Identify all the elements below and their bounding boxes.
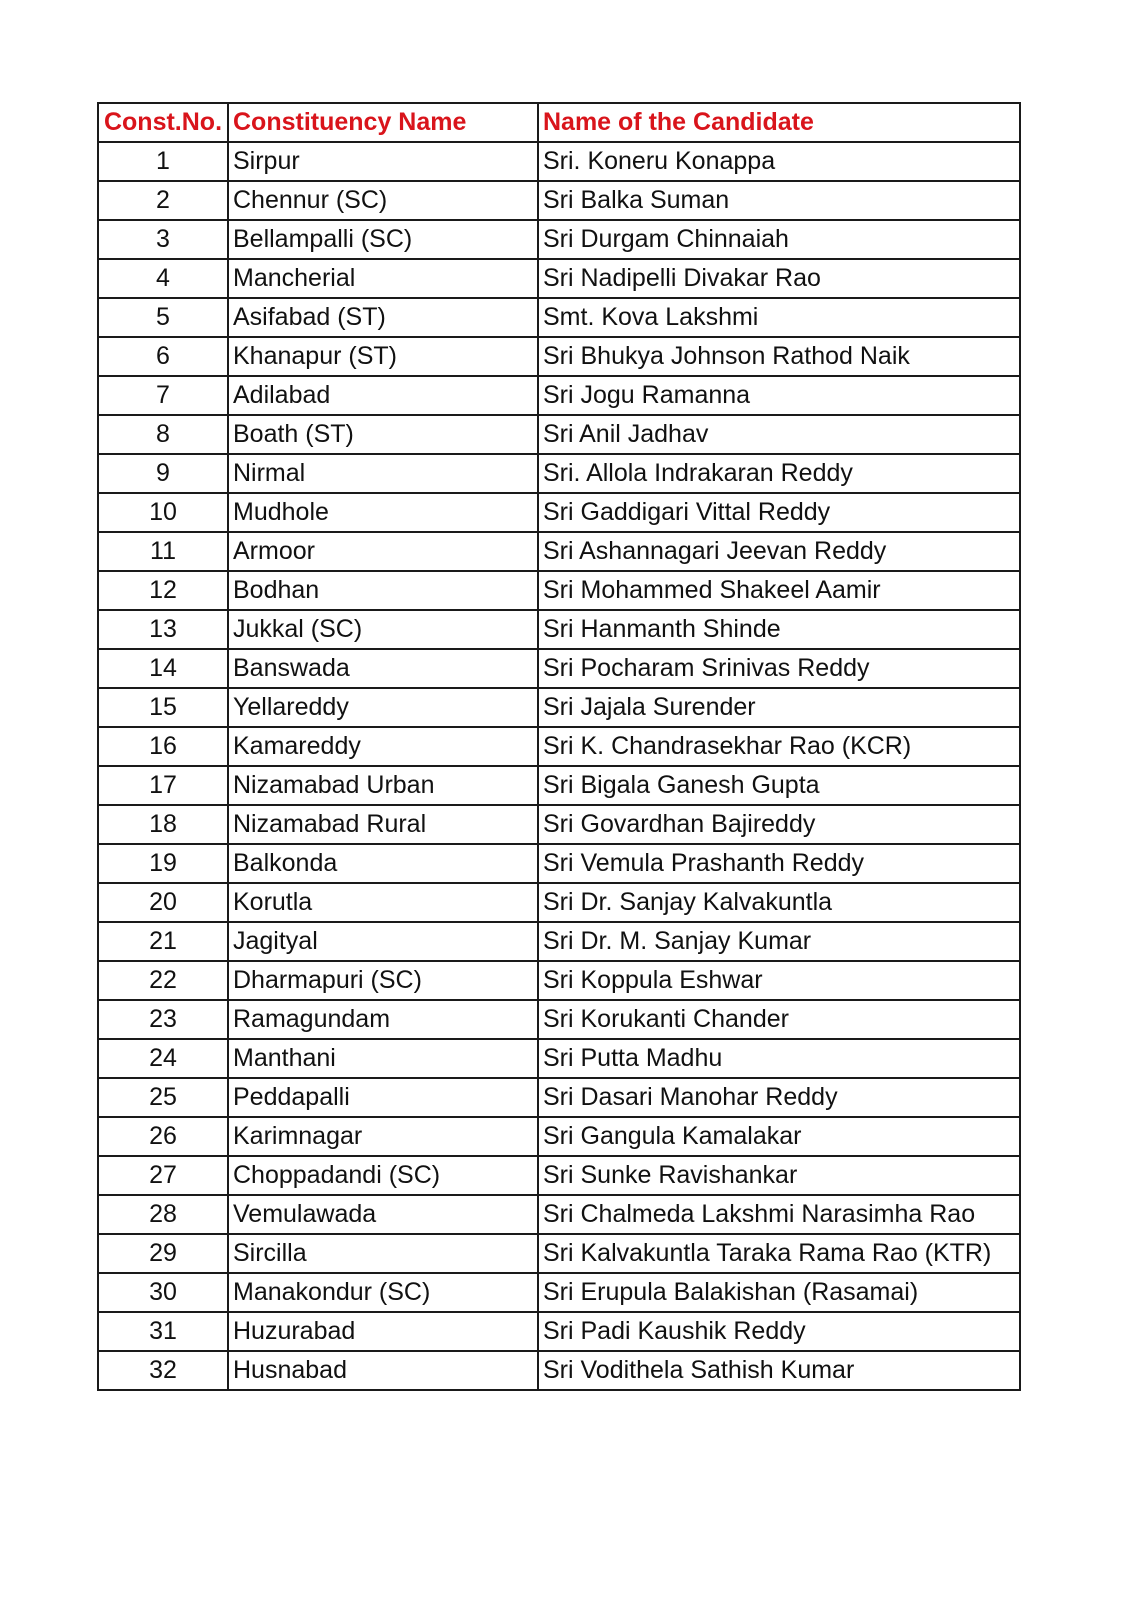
- cell-const-no: 12: [98, 571, 228, 610]
- table-row: [98, 1195, 1020, 1234]
- cell-const-no: 6: [98, 337, 228, 376]
- cell-candidate-name: Sri. Allola Indrakaran Reddy: [538, 454, 1020, 493]
- table-row: [98, 1000, 1020, 1039]
- cell-const-no: 19: [98, 844, 228, 883]
- cell-constituency-name: Boath (ST): [228, 415, 538, 454]
- cell-candidate-name: Sri Hanmanth Shinde: [538, 610, 1020, 649]
- cell-candidate-name: Sri Bhukya Johnson Rathod Naik: [538, 337, 1020, 376]
- cell-const-no: 26: [98, 1117, 228, 1156]
- cell-const-no: 30: [98, 1273, 228, 1312]
- cell-candidate-name: Sri Dr. Sanjay Kalvakuntla: [538, 883, 1020, 922]
- cell-constituency-name: Asifabad (ST): [228, 298, 538, 337]
- cell-const-no: 32: [98, 1351, 228, 1390]
- table-row: [98, 649, 1020, 688]
- table-row: [98, 571, 1020, 610]
- table-row: [98, 922, 1020, 961]
- table-header-row: [98, 103, 1020, 142]
- cell-constituency-name: Kamareddy: [228, 727, 538, 766]
- cell-const-no: 27: [98, 1156, 228, 1195]
- table-row: [98, 142, 1020, 181]
- cell-const-no: 31: [98, 1312, 228, 1351]
- cell-constituency-name: Jukkal (SC): [228, 610, 538, 649]
- cell-const-no: 13: [98, 610, 228, 649]
- cell-const-no: 29: [98, 1234, 228, 1273]
- table-row: [98, 1234, 1020, 1273]
- cell-candidate-name: Sri Mohammed Shakeel Aamir: [538, 571, 1020, 610]
- cell-candidate-name: Sri Dasari Manohar Reddy: [538, 1078, 1020, 1117]
- header-candidate-name: Name of the Candidate: [538, 103, 1020, 142]
- table-row: [98, 688, 1020, 727]
- cell-constituency-name: Chennur (SC): [228, 181, 538, 220]
- cell-constituency-name: Adilabad: [228, 376, 538, 415]
- cell-const-no: 1: [98, 142, 228, 181]
- cell-candidate-name: Sri Dr. M. Sanjay Kumar: [538, 922, 1020, 961]
- cell-constituency-name: Vemulawada: [228, 1195, 538, 1234]
- table-row: [98, 1312, 1020, 1351]
- cell-candidate-name: Smt. Kova Lakshmi: [538, 298, 1020, 337]
- cell-constituency-name: Armoor: [228, 532, 538, 571]
- table-row: [98, 1351, 1020, 1390]
- cell-candidate-name: Sri Koppula Eshwar: [538, 961, 1020, 1000]
- cell-constituency-name: Khanapur (ST): [228, 337, 538, 376]
- table-row: [98, 805, 1020, 844]
- table-row: [98, 532, 1020, 571]
- cell-constituency-name: Nizamabad Rural: [228, 805, 538, 844]
- cell-candidate-name: Sri Bigala Ganesh Gupta: [538, 766, 1020, 805]
- cell-constituency-name: Balkonda: [228, 844, 538, 883]
- cell-candidate-name: Sri Balka Suman: [538, 181, 1020, 220]
- cell-candidate-name: Sri Anil Jadhav: [538, 415, 1020, 454]
- cell-const-no: 14: [98, 649, 228, 688]
- cell-constituency-name: Korutla: [228, 883, 538, 922]
- cell-const-no: 7: [98, 376, 228, 415]
- cell-candidate-name: Sri Korukanti Chander: [538, 1000, 1020, 1039]
- cell-candidate-name: Sri Gaddigari Vittal Reddy: [538, 493, 1020, 532]
- cell-candidate-name: Sri Nadipelli Divakar Rao: [538, 259, 1020, 298]
- cell-const-no: 25: [98, 1078, 228, 1117]
- table-row: [98, 1039, 1020, 1078]
- cell-const-no: 17: [98, 766, 228, 805]
- cell-const-no: 18: [98, 805, 228, 844]
- cell-candidate-name: Sri Pocharam Srinivas Reddy: [538, 649, 1020, 688]
- cell-candidate-name: Sri Chalmeda Lakshmi Narasimha Rao: [538, 1195, 1020, 1234]
- table-row: [98, 1273, 1020, 1312]
- cell-constituency-name: Nizamabad Urban: [228, 766, 538, 805]
- cell-constituency-name: Mudhole: [228, 493, 538, 532]
- cell-candidate-name: Sri Kalvakuntla Taraka Rama Rao (KTR): [538, 1234, 1020, 1273]
- cell-const-no: 11: [98, 532, 228, 571]
- table-body: [98, 142, 1020, 1390]
- cell-constituency-name: Dharmapuri (SC): [228, 961, 538, 1000]
- candidates-table: [97, 102, 1021, 1391]
- table-row: [98, 1156, 1020, 1195]
- cell-constituency-name: Sircilla: [228, 1234, 538, 1273]
- cell-constituency-name: Peddapalli: [228, 1078, 538, 1117]
- table-row: [98, 493, 1020, 532]
- cell-candidate-name: Sri. Koneru Konappa: [538, 142, 1020, 181]
- cell-const-no: 22: [98, 961, 228, 1000]
- cell-const-no: 9: [98, 454, 228, 493]
- table-row: [98, 1078, 1020, 1117]
- cell-const-no: 5: [98, 298, 228, 337]
- header-constituency-name: Constituency Name: [228, 103, 538, 142]
- cell-constituency-name: Yellareddy: [228, 688, 538, 727]
- cell-constituency-name: Huzurabad: [228, 1312, 538, 1351]
- table-row: [98, 883, 1020, 922]
- table-row: [98, 961, 1020, 1000]
- header-const-no: Const.No.: [98, 103, 228, 142]
- cell-candidate-name: Sri Ashannagari Jeevan Reddy: [538, 532, 1020, 571]
- cell-candidate-name: Sri Govardhan Bajireddy: [538, 805, 1020, 844]
- cell-constituency-name: Bellampalli (SC): [228, 220, 538, 259]
- cell-constituency-name: Bodhan: [228, 571, 538, 610]
- cell-const-no: 21: [98, 922, 228, 961]
- cell-candidate-name: Sri Jajala Surender: [538, 688, 1020, 727]
- cell-constituency-name: Choppadandi (SC): [228, 1156, 538, 1195]
- table-row: [98, 727, 1020, 766]
- cell-constituency-name: Nirmal: [228, 454, 538, 493]
- cell-candidate-name: Sri Sunke Ravishankar: [538, 1156, 1020, 1195]
- table-row: [98, 298, 1020, 337]
- cell-const-no: 24: [98, 1039, 228, 1078]
- table-row: [98, 337, 1020, 376]
- table-row: [98, 376, 1020, 415]
- cell-const-no: 28: [98, 1195, 228, 1234]
- cell-candidate-name: Sri Padi Kaushik Reddy: [538, 1312, 1020, 1351]
- cell-constituency-name: Husnabad: [228, 1351, 538, 1390]
- cell-candidate-name: Sri Putta Madhu: [538, 1039, 1020, 1078]
- cell-constituency-name: Jagityal: [228, 922, 538, 961]
- table-row: [98, 259, 1020, 298]
- cell-constituency-name: Banswada: [228, 649, 538, 688]
- cell-const-no: 4: [98, 259, 228, 298]
- cell-const-no: 15: [98, 688, 228, 727]
- cell-const-no: 23: [98, 1000, 228, 1039]
- table-row: [98, 181, 1020, 220]
- cell-candidate-name: Sri K. Chandrasekhar Rao (KCR): [538, 727, 1020, 766]
- table-row: [98, 766, 1020, 805]
- table-row: [98, 1117, 1020, 1156]
- cell-const-no: 20: [98, 883, 228, 922]
- cell-constituency-name: Manakondur (SC): [228, 1273, 538, 1312]
- cell-constituency-name: Ramagundam: [228, 1000, 538, 1039]
- cell-candidate-name: Sri Durgam Chinnaiah: [538, 220, 1020, 259]
- cell-const-no: 16: [98, 727, 228, 766]
- cell-constituency-name: Sirpur: [228, 142, 538, 181]
- cell-constituency-name: Mancherial: [228, 259, 538, 298]
- table-row: [98, 610, 1020, 649]
- table-row: [98, 454, 1020, 493]
- cell-candidate-name: Sri Erupula Balakishan (Rasamai): [538, 1273, 1020, 1312]
- cell-candidate-name: Sri Jogu Ramanna: [538, 376, 1020, 415]
- cell-candidate-name: Sri Gangula Kamalakar: [538, 1117, 1020, 1156]
- cell-constituency-name: Karimnagar: [228, 1117, 538, 1156]
- cell-const-no: 3: [98, 220, 228, 259]
- cell-candidate-name: Sri Vemula Prashanth Reddy: [538, 844, 1020, 883]
- cell-const-no: 8: [98, 415, 228, 454]
- table-row: [98, 220, 1020, 259]
- table-row: [98, 415, 1020, 454]
- cell-const-no: 2: [98, 181, 228, 220]
- cell-candidate-name: Sri Vodithela Sathish Kumar: [538, 1351, 1020, 1390]
- table-row: [98, 844, 1020, 883]
- cell-const-no: 10: [98, 493, 228, 532]
- cell-constituency-name: Manthani: [228, 1039, 538, 1078]
